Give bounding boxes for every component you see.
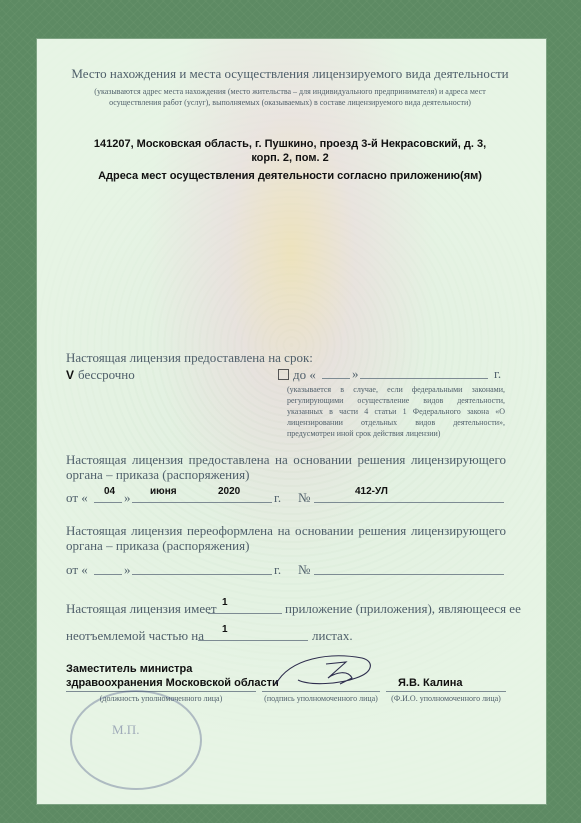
appendix-addresses-note: Адреса мест осуществления деятельности согласно приложению(ям) [98, 170, 482, 182]
official-seal-icon [70, 690, 202, 790]
basis-year: 2020 [218, 486, 241, 497]
until-checkbox-icon [278, 369, 289, 380]
appendix-label: приложение (приложения), являющееся ее [285, 601, 521, 616]
until-day-line [322, 378, 350, 379]
name-line [386, 691, 506, 692]
until-quote-close: » [352, 366, 359, 381]
appendix-integral-label: неотъемлемой частью на [66, 628, 205, 643]
until-year-suffix: г. [494, 366, 502, 381]
signer-name: Я.В. Калина [398, 677, 463, 689]
reissue-number-line [314, 574, 504, 575]
basis-day-line [94, 502, 122, 503]
indefinite-option [66, 366, 135, 384]
signature-caption: (подпись уполномоченного лица) [264, 694, 378, 703]
reissue-heading-line2: органа – приказа (распоряжения) [66, 538, 250, 553]
basis-quote-close: » [124, 490, 131, 505]
location-heading: Место нахождения и места осуществления лицензируемого вида деятельности [71, 66, 509, 81]
basis-number: 412-УЛ [355, 486, 388, 497]
until-label: до « [293, 367, 316, 382]
reissue-from-label: от « [66, 562, 88, 577]
location-note-line1: (указываются адрес места нахождения (место жительства – для индивидуального предпринимателя) и адреса мест [94, 87, 486, 96]
appendix-sheets: 1 [222, 624, 228, 635]
until-month-line [360, 378, 488, 379]
name-caption: (Ф.И.О. уполномоченного лица) [391, 694, 501, 703]
basis-from-label: от « [66, 490, 88, 505]
signature-line [262, 691, 380, 692]
seal-initials: М.П. [112, 722, 140, 737]
handwritten-signature-icon [270, 648, 380, 690]
reissue-quote-close: » [124, 562, 131, 577]
checkmark-icon: V [66, 368, 75, 382]
basis-day: 04 [104, 486, 116, 497]
signer-position-line2: здравоохранения Московской области [66, 677, 279, 689]
reissue-month-line [132, 574, 272, 575]
reissue-day-line [94, 574, 122, 575]
basis-month: июня [150, 486, 177, 497]
basis-heading-line1: Настоящая лицензия предоставлена на основании решения лицензирующего [66, 452, 506, 467]
term-note: (указывается в случае, если федеральными законами, регулирующими осуществление видов деятельности, указанных в части 4 статьи 1 Федерального закона «О лицензировании отдельных видов деятельности», предусмотрен иной срок действия лицензии) [287, 385, 505, 438]
indefinite-label: бессрочно [78, 367, 135, 382]
reissue-heading-line1: Настоящая лицензия переоформлена на основании решения лицензирующего [66, 523, 506, 538]
basis-heading-line2: органа – приказа (распоряжения) [66, 467, 250, 482]
address-line1: 141207, Московская область, г. Пушкино, проезд 3-й Некрасовский, д. 3, [93, 138, 487, 150]
address-line2: корп. 2, пом. 2 [251, 152, 329, 164]
appendix-count: 1 [222, 597, 228, 608]
basis-number-line [314, 502, 504, 503]
basis-month-line [132, 502, 272, 503]
reissue-year-suffix: г. [274, 562, 282, 577]
until-option [278, 366, 316, 384]
location-note-line2: осуществления работ (услуг), выполняемых (оказываемых) в составе лицензируемого вида деятельности) [109, 98, 471, 107]
position-line [66, 691, 256, 692]
position-caption: (должность уполномоченного лица) [99, 694, 223, 703]
basis-year-suffix: г. [274, 490, 282, 505]
appendix-sheets-line [198, 640, 308, 641]
reissue-number-label: № [298, 562, 311, 577]
appendix-sheets-label: листах. [312, 628, 353, 643]
appendix-has-label: Настоящая лицензия имеет [66, 601, 217, 616]
basis-number-label: № [298, 490, 311, 505]
signer-position-line1: Заместитель министра [66, 663, 193, 675]
appendix-count-line [208, 613, 282, 614]
term-heading: Настоящая лицензия предоставлена на срок: [66, 350, 313, 365]
